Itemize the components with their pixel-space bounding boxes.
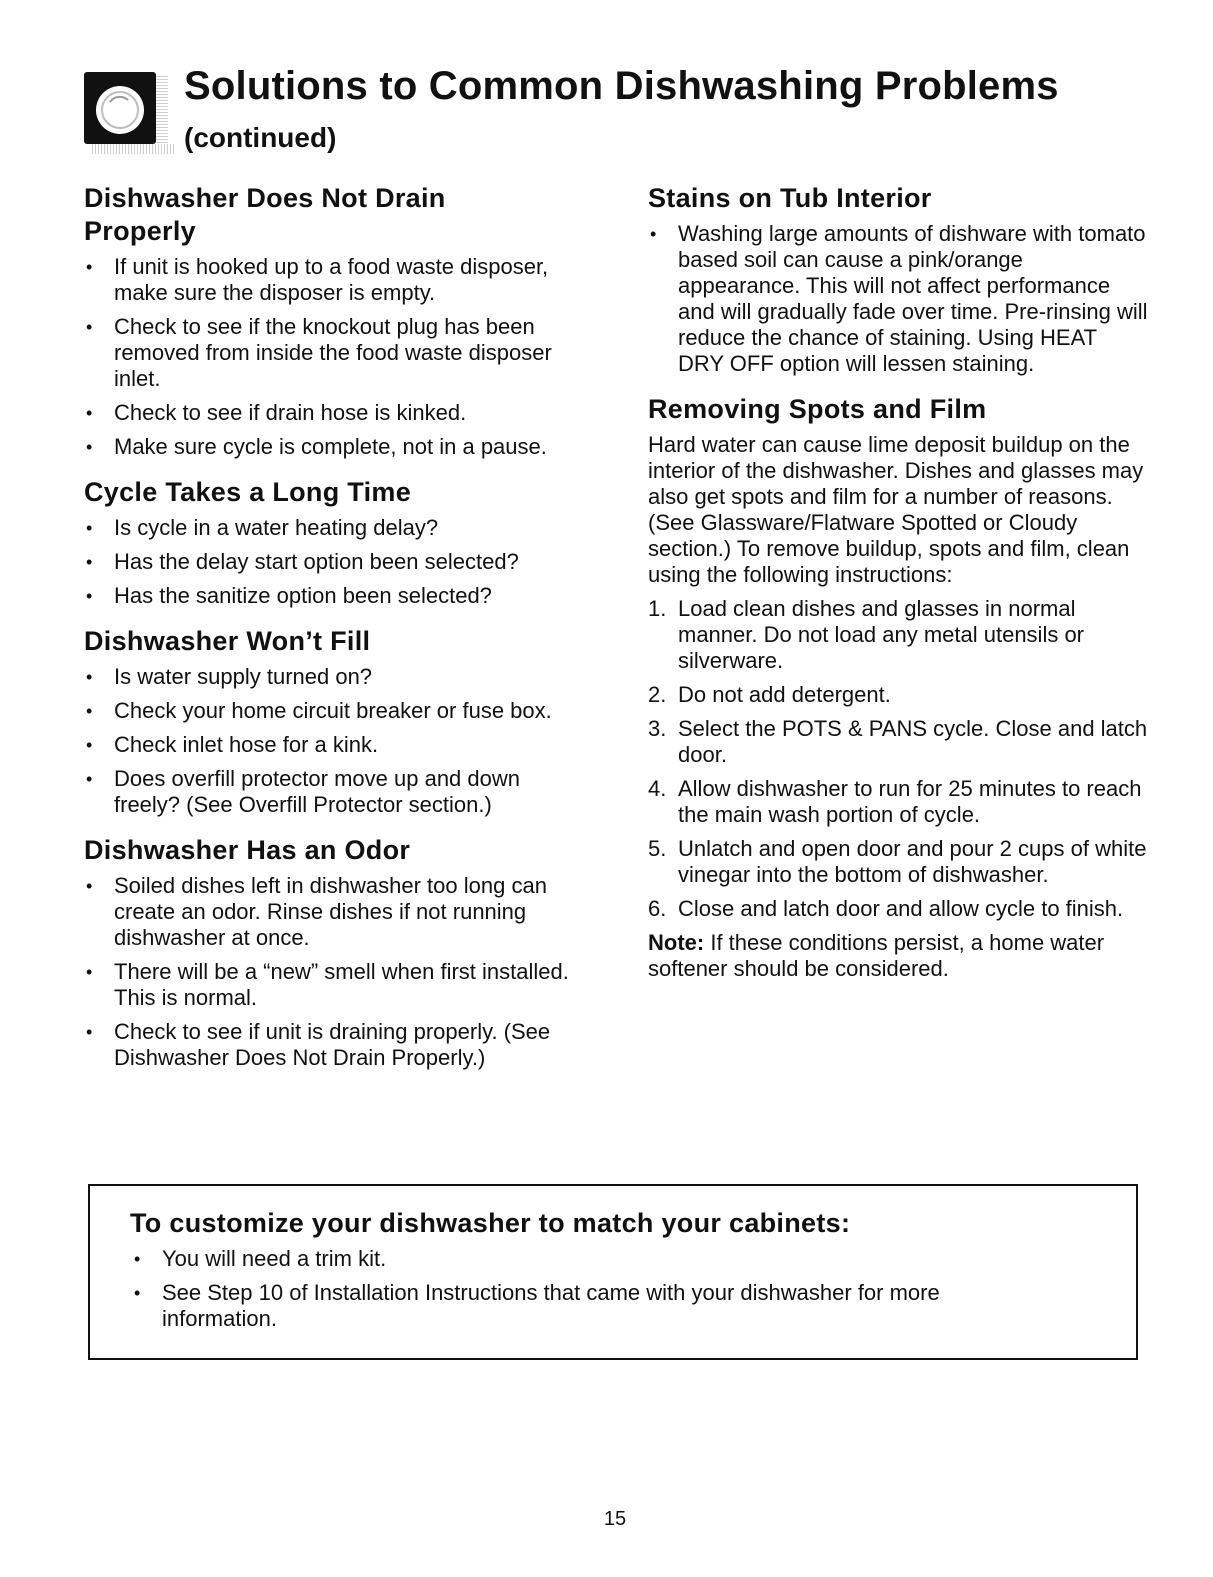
page-number: 15	[603, 1508, 627, 1530]
right-column	[648, 182, 1148, 998]
step-text: Unlatch and open door and pour 2 cups of white vinegar into the bottom of dishwasher.	[678, 836, 1147, 887]
note-paragraph	[648, 930, 1148, 982]
step-item	[648, 776, 1148, 828]
step-text: Close and latch door and allow cycle to finish.	[678, 896, 1124, 921]
list-item: • Is water supply turned on?	[84, 664, 584, 690]
step-number: 5.	[648, 836, 667, 861]
list-item: • Washing large amounts of dishware with tomato based soil can cause a pink/orange appearance. This will not affect performance and will gradually fade over time. Pre-rinsing will reduce the chance of staining. Using HEAT DRY OFF option will lessen staining.	[648, 221, 1148, 377]
step-text: Allow dishwasher to run for 25 minutes to reach the main wash portion of cycle.	[678, 776, 1142, 827]
list-item: • There will be a “new” smell when first installed. This is normal.	[84, 959, 584, 1011]
section-drain	[84, 182, 584, 460]
step-item	[648, 836, 1148, 888]
list-item: • Check inlet hose for a kink.	[84, 732, 584, 758]
section-cycle	[84, 476, 584, 609]
section-heading: Cycle Takes a Long Time	[84, 477, 412, 507]
list-item: • Check your home circuit breaker or fuse box.	[84, 698, 584, 724]
section-spots	[648, 393, 1148, 982]
callout-heading: To customize your dishwasher to match your cabinets:	[130, 1208, 851, 1238]
list-item: • If unit is hooked up to a food waste disposer, make sure the disposer is empty.	[84, 254, 584, 306]
list-item: • Is cycle in a water heating delay?	[84, 515, 584, 541]
step-number: 6.	[648, 896, 667, 921]
list-item: • Check to see if drain hose is kinked.	[84, 400, 584, 426]
section-stains	[648, 182, 1148, 377]
list-item: • Has the delay start option been selected?	[84, 549, 584, 575]
intro-paragraph: Hard water can cause lime deposit buildup on the interior of the dishwasher. Dishes and glasses may also get spots and film for a number of reasons. (See Glassware/Flatware Spotted or Cloudy section.) To remove buildup, spots and film, clean using the following instructions:	[648, 432, 1144, 587]
page-header	[84, 64, 1144, 164]
list-item: • Make sure cycle is complete, not in a pause.	[84, 434, 584, 460]
section-heading: Dishwasher Won’t Fill	[84, 626, 371, 656]
step-item	[648, 716, 1148, 768]
customize-callout-box	[88, 1184, 1138, 1360]
step-number: 1.	[648, 596, 667, 621]
section-heading: Stains on Tub Interior	[648, 183, 932, 213]
dishwasher-logo-icon	[84, 72, 156, 144]
section-odor	[84, 834, 584, 1071]
step-number: 2.	[648, 682, 667, 707]
step-text: Select the POTS & PANS cycle. Close and latch door.	[678, 716, 1148, 767]
step-text: Load clean dishes and glasses in normal manner. Do not load any metal utensils or silverware.	[678, 596, 1085, 673]
logo-shadow	[156, 76, 168, 146]
heading-line-1: Dishwasher Does Not Drain	[84, 183, 446, 213]
step-number: 3.	[648, 716, 667, 741]
page-title: Solutions to Common Dishwashing Problems	[184, 64, 1059, 108]
list-item: • Does overfill protector move up and down freely? (See Overfill Protector section.)	[84, 766, 584, 818]
list-item: • Check to see if the knockout plug has been removed from inside the food waste disposer inlet.	[84, 314, 584, 392]
section-heading	[84, 182, 584, 248]
section-fill	[84, 625, 584, 818]
list-item: • Has the sanitize option been selected?	[84, 583, 584, 609]
list-item: • Soiled dishes left in dishwasher too long can create an odor. Rinse dishes if not running dishwasher at once.	[84, 873, 584, 951]
page-subtitle: (continued)	[184, 122, 337, 153]
heading-line-2: Properly	[84, 216, 196, 246]
list-item: • Check to see if unit is draining properly. (See Dishwasher Does Not Drain Properly.)	[84, 1019, 584, 1071]
list-item: • You will need a trim kit.	[132, 1246, 1032, 1272]
step-text: Do not add detergent.	[678, 682, 891, 707]
note-text: If these conditions persist, a home water softener should be considered.	[648, 930, 1105, 981]
section-heading: Removing Spots and Film	[648, 394, 987, 424]
step-item	[648, 896, 1148, 922]
left-column	[84, 182, 584, 1087]
step-item	[648, 682, 1148, 708]
section-heading: Dishwasher Has an Odor	[84, 835, 411, 865]
step-number: 4.	[648, 776, 667, 801]
list-item: • See Step 10 of Installation Instructions that came with your dishwasher for more information.	[132, 1280, 1032, 1332]
step-item	[648, 596, 1148, 674]
note-label: Note:	[648, 930, 705, 955]
logo-shadow	[92, 144, 174, 154]
